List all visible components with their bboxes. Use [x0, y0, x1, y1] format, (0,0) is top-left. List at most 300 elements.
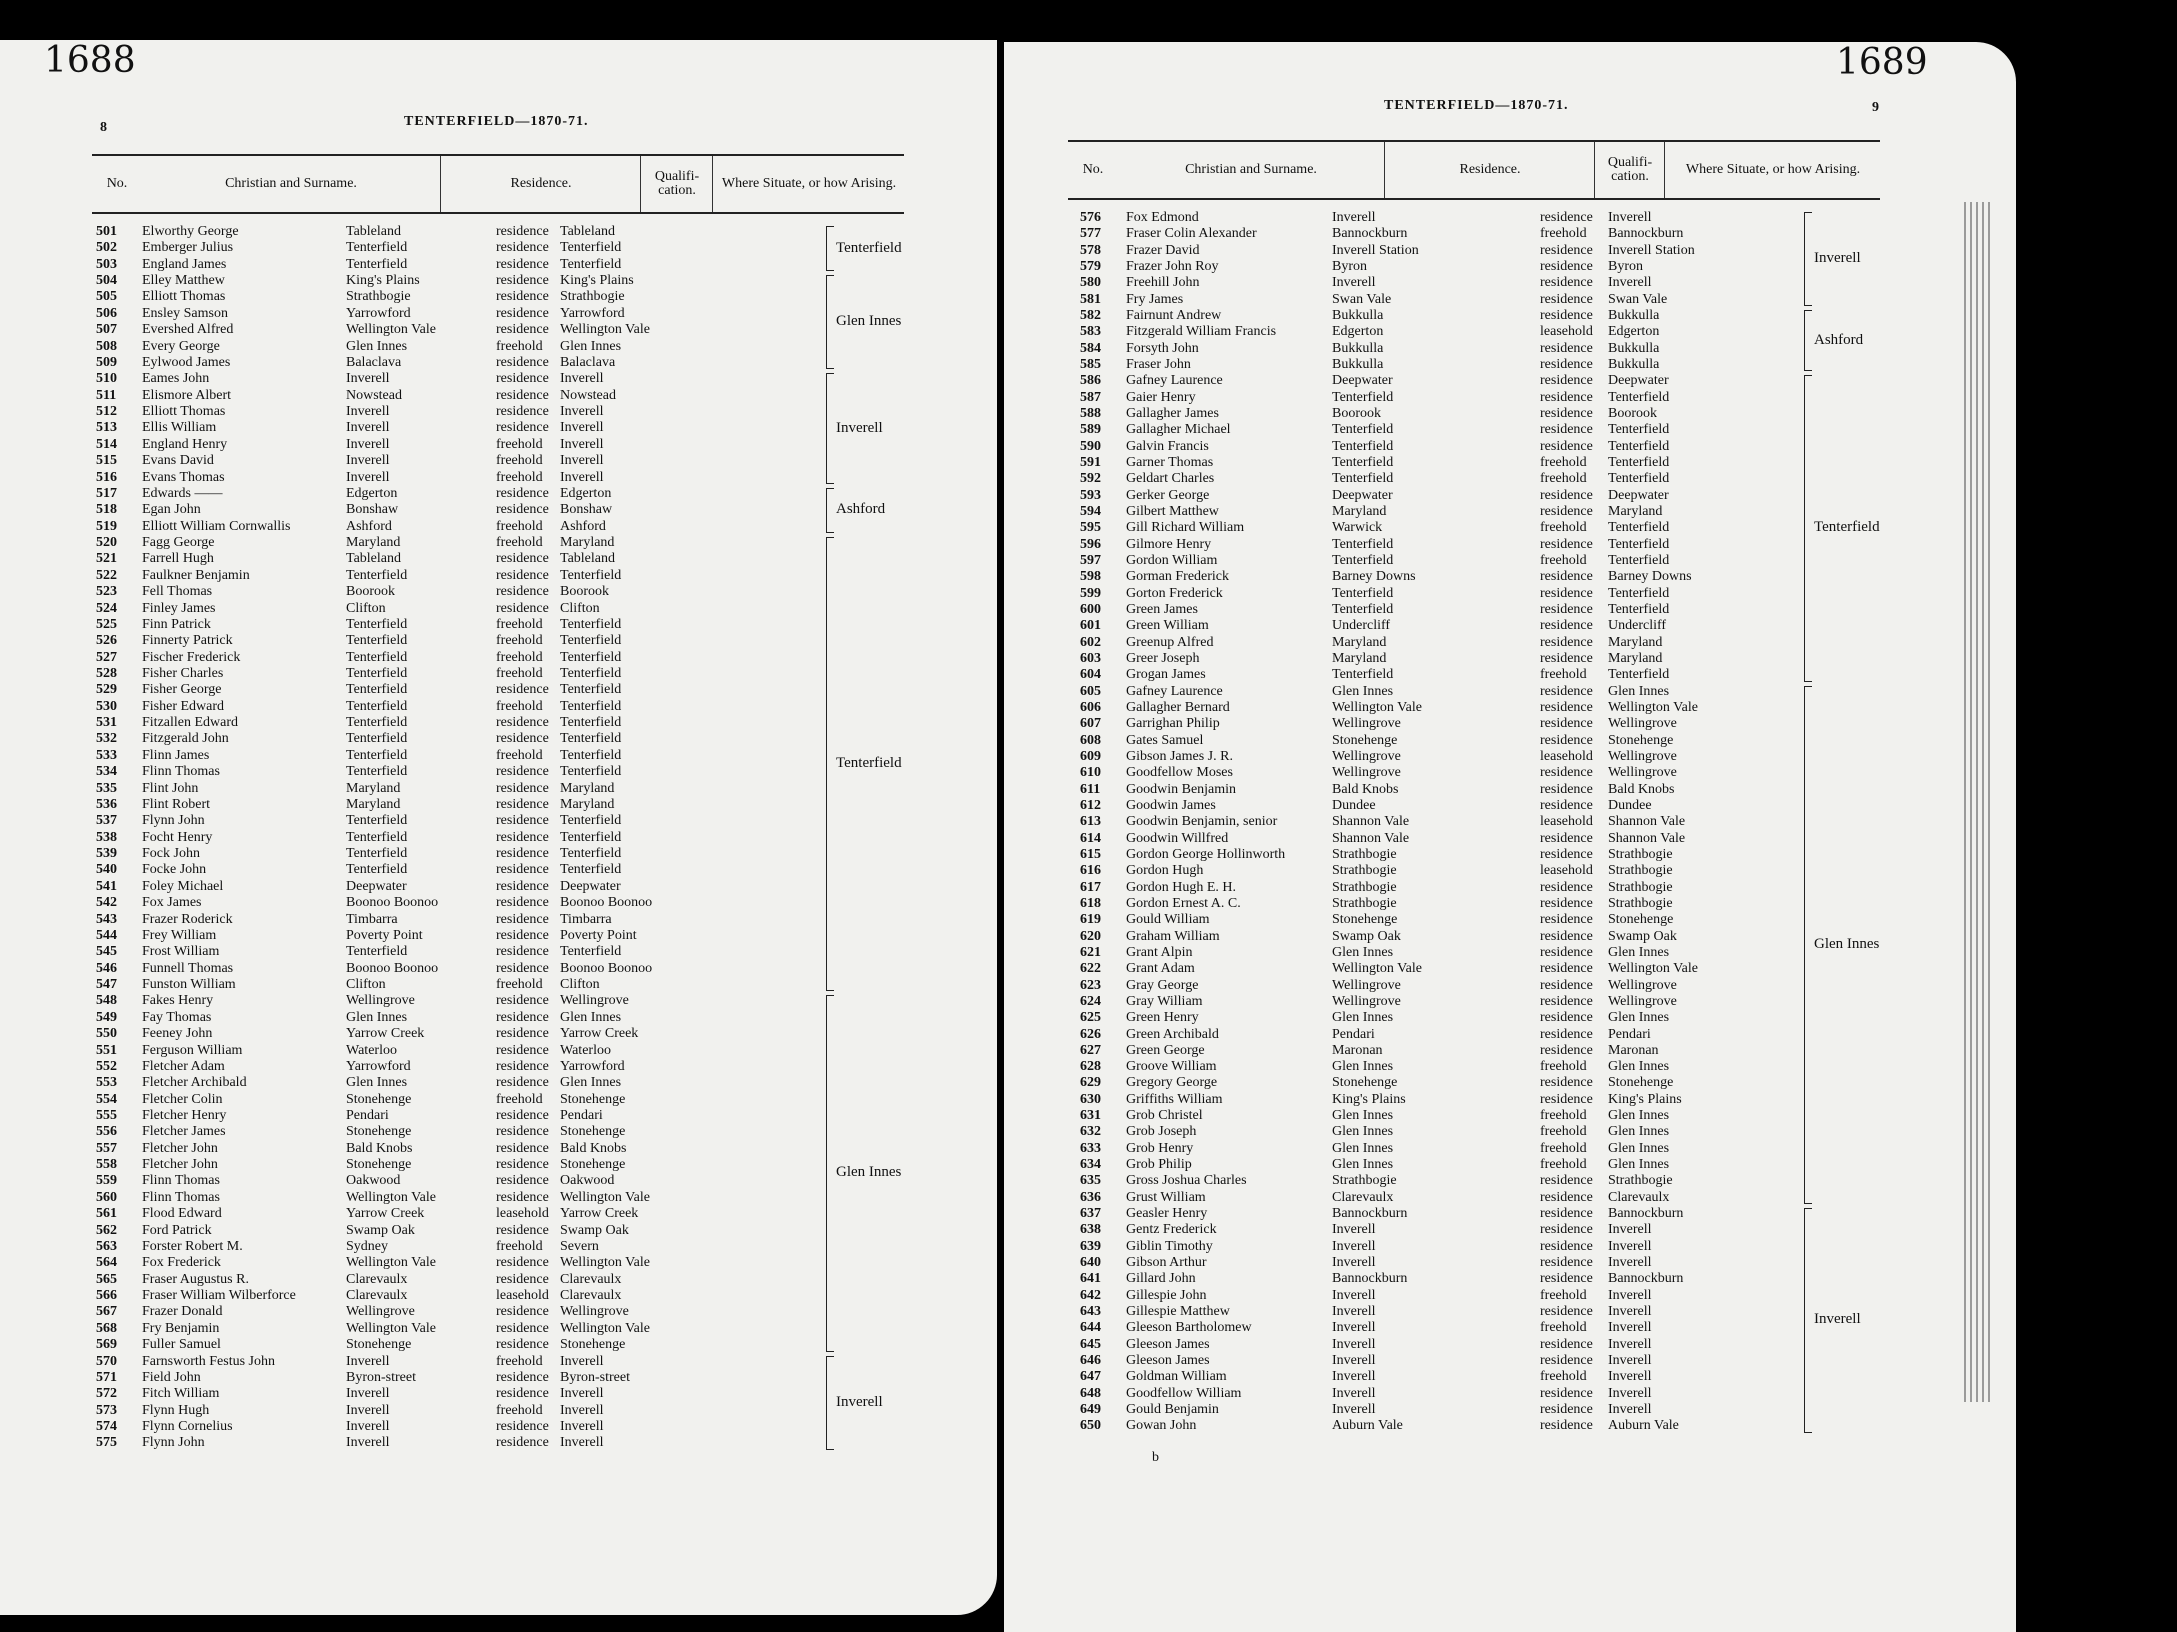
- cell-where: Glen Innes: [1608, 683, 1670, 699]
- cell-no: 616: [1080, 863, 1101, 879]
- cell-name: Flynn John: [142, 813, 205, 829]
- cell-name: Goodwin James: [1126, 797, 1216, 813]
- cell-where: Severn: [560, 1238, 599, 1254]
- cell-name: Fraser Colin Alexander: [1126, 226, 1257, 242]
- cell-no: 602: [1080, 634, 1101, 650]
- cell-qual: residence: [1540, 340, 1593, 356]
- cell-residence: Glen Innes: [1332, 1140, 1394, 1156]
- cell-name: Goodwin Benjamin, senior: [1126, 814, 1278, 830]
- cell-qual: freehold: [1540, 226, 1587, 242]
- cell-residence: Sydney: [346, 1238, 388, 1254]
- cell-name: Frazer Donald: [142, 1304, 223, 1320]
- table-row: [1080, 684, 1860, 700]
- bracket-line: [826, 226, 834, 271]
- cell-name: Goldman William: [1126, 1369, 1227, 1385]
- cell-where: Inverell: [560, 436, 604, 452]
- cell-where: Stonehenge: [1608, 912, 1674, 928]
- cell-qual: residence: [496, 371, 549, 387]
- cell-qual: leasehold: [1540, 863, 1593, 879]
- cell-name: Gibson Arthur: [1126, 1255, 1207, 1271]
- cell-where: Boonoo Boonoo: [560, 960, 653, 976]
- cell-qual: freehold: [496, 747, 543, 763]
- cell-qual: residence: [1540, 1271, 1593, 1287]
- cell-where: Poverty Point: [560, 927, 637, 943]
- cell-where: Clifton: [560, 977, 600, 993]
- right-page: [1004, 42, 2016, 1632]
- bracket-label: Glen Innes: [1814, 935, 1880, 952]
- cell-qual: residence: [496, 944, 549, 960]
- cell-qual: residence: [496, 1140, 549, 1156]
- cell-name: Fisher George: [142, 682, 222, 698]
- cell-name: Elworthy George: [142, 224, 239, 239]
- cell-where: Tenterfield: [560, 944, 622, 960]
- cell-qual: residence: [496, 1435, 549, 1451]
- cell-where: Inverell: [1608, 1320, 1652, 1336]
- bracket-label: Tenterfield: [836, 239, 902, 256]
- cell-where: Clifton: [560, 600, 600, 616]
- cell-residence: Inverell: [1332, 1353, 1376, 1369]
- cell-qual: residence: [1540, 291, 1593, 307]
- table-row: [1080, 275, 1860, 291]
- header-name: Christian and Surname.: [225, 176, 357, 191]
- cell-no: 640: [1080, 1255, 1101, 1271]
- cell-where: Deepwater: [1608, 373, 1669, 389]
- bracket-line: [826, 1356, 834, 1450]
- cell-where: Glen Innes: [1608, 1157, 1670, 1173]
- cell-no: 610: [1080, 765, 1101, 781]
- cell-qual: residence: [1540, 1353, 1593, 1369]
- cell-qual: residence: [1540, 797, 1593, 813]
- cell-qual: residence: [496, 256, 549, 272]
- cell-no: 553: [96, 1075, 117, 1091]
- cell-residence: Edgerton: [346, 485, 398, 501]
- cell-name: Geasler Henry: [1126, 1206, 1208, 1222]
- header-no: No.: [1082, 162, 1104, 177]
- cell-residence: Stonehenge: [346, 1124, 412, 1140]
- cell-where: Strathbogie: [1608, 846, 1673, 862]
- header-qualification: Qualifi- cation.: [640, 156, 713, 212]
- cell-residence: Inverell: [346, 1402, 390, 1418]
- table-row: [96, 895, 876, 911]
- cell-no: 603: [1080, 650, 1101, 666]
- cell-where: Bannockburn: [1608, 226, 1684, 242]
- cell-name: Gray William: [1126, 993, 1203, 1009]
- cell-where: Inverell: [560, 404, 604, 420]
- table-row: [96, 797, 876, 813]
- cell-residence: Tenterfield: [346, 616, 408, 632]
- cell-where: Maryland: [560, 535, 615, 551]
- cell-residence: Glen Innes: [1332, 1010, 1394, 1026]
- cell-no: 537: [96, 813, 117, 829]
- cell-residence: Tenterfield: [1332, 536, 1394, 552]
- cell-qual: leasehold: [1540, 324, 1593, 340]
- cell-residence: Tenterfield: [346, 240, 408, 256]
- cell-where: Tenterfield: [560, 240, 622, 256]
- cell-no: 581: [1080, 291, 1101, 307]
- cell-where: Strathbogie: [1608, 863, 1673, 879]
- cell-name: Fraser Augustus R.: [142, 1271, 249, 1287]
- cell-name: Gould Benjamin: [1126, 1402, 1219, 1418]
- cell-no: 574: [96, 1419, 117, 1434]
- cell-where: Glen Innes: [1608, 1108, 1670, 1124]
- cell-residence: Tenterfield: [346, 764, 408, 780]
- cell-no: 618: [1080, 895, 1101, 911]
- cell-where: Swamp Oak: [1608, 928, 1677, 944]
- cell-where: Clarevaulx: [560, 1271, 622, 1287]
- cell-name: Gafney Laurence: [1126, 683, 1223, 699]
- cell-name: Frazer John Roy: [1126, 258, 1219, 274]
- cell-where: Wellingrove: [1608, 977, 1677, 993]
- cell-no: 526: [96, 633, 117, 649]
- table-row: [1080, 929, 1860, 945]
- table-row: [96, 1239, 876, 1255]
- cell-qual: residence: [496, 404, 549, 420]
- cell-no: 592: [1080, 471, 1101, 487]
- cell-qual: residence: [1540, 1026, 1593, 1042]
- cell-no: 546: [96, 960, 117, 976]
- table-row: [1080, 1239, 1860, 1255]
- cell-where: Tenterfield: [560, 616, 622, 632]
- cell-where: Wellingrove: [1608, 748, 1677, 764]
- cell-no: 502: [96, 240, 117, 256]
- cell-qual: residence: [1540, 699, 1593, 715]
- cell-residence: Barney Downs: [1332, 569, 1416, 585]
- cell-name: Grant Adam: [1126, 961, 1195, 977]
- cell-no: 560: [96, 1189, 117, 1205]
- table-row: [96, 519, 876, 535]
- cell-residence: Wellingrove: [346, 993, 415, 1009]
- cell-where: Stonehenge: [560, 1157, 626, 1173]
- cell-qual: residence: [1540, 356, 1593, 372]
- cell-name: Gordon Hugh E. H.: [1126, 879, 1237, 895]
- cell-residence: Strathbogie: [1332, 846, 1397, 862]
- cell-qual: freehold: [496, 1402, 543, 1418]
- cell-residence: Tenterfield: [1332, 422, 1394, 438]
- cell-name: Gilbert Matthew: [1126, 503, 1219, 519]
- cell-name: Forsyth John: [1126, 340, 1199, 356]
- cell-no: 585: [1080, 356, 1101, 372]
- cell-qual: freehold: [496, 698, 543, 714]
- cell-residence: Yarrow Creek: [346, 1026, 425, 1042]
- cell-name: Gilmore Henry: [1126, 536, 1212, 552]
- cell-name: Green Archibald: [1126, 1026, 1219, 1042]
- cell-where: Strathbogie: [1608, 879, 1673, 895]
- table-row: [1080, 1206, 1860, 1222]
- cell-no: 566: [96, 1288, 117, 1304]
- cell-name: Fraser John: [1126, 356, 1191, 372]
- cell-residence: Maronan: [1332, 1042, 1383, 1058]
- cell-no: 522: [96, 567, 117, 583]
- cell-name: Goodwin Willfred: [1126, 830, 1229, 846]
- cell-qual: residence: [1540, 944, 1593, 960]
- table-row: [96, 1304, 876, 1320]
- cell-no: 568: [96, 1320, 117, 1336]
- signature-mark: b: [1152, 1450, 1159, 1465]
- cell-no: 577: [1080, 226, 1101, 242]
- table-row: [96, 650, 876, 666]
- table-row: [1080, 210, 1860, 226]
- cell-qual: residence: [1540, 1091, 1593, 1107]
- table-row: [96, 1075, 876, 1091]
- table-row: [1080, 569, 1860, 585]
- cell-name: Ferguson William: [142, 1042, 243, 1058]
- cell-name: Flinn Thomas: [142, 1189, 220, 1205]
- cell-residence: Tenterfield: [346, 944, 408, 960]
- cell-no: 586: [1080, 373, 1101, 389]
- cell-residence: Yarrow Creek: [346, 1206, 425, 1222]
- cell-qual: residence: [496, 584, 549, 600]
- table-row: [96, 1043, 876, 1059]
- cell-qual: residence: [496, 502, 549, 518]
- cell-no: 530: [96, 698, 117, 714]
- cell-residence: Strathbogie: [1332, 863, 1397, 879]
- cell-where: Boonoo Boonoo: [560, 895, 653, 911]
- cell-qual: freehold: [1540, 1287, 1587, 1303]
- cell-qual: residence: [496, 1189, 549, 1205]
- cell-no: 613: [1080, 814, 1101, 830]
- cell-name: Elliott Thomas: [142, 289, 226, 305]
- bracket-line: [1804, 686, 1812, 1205]
- cell-where: Ashford: [560, 518, 606, 534]
- cell-qual: residence: [496, 1026, 549, 1042]
- cell-qual: residence: [496, 1075, 549, 1091]
- cell-where: Inverell: [1608, 1222, 1652, 1238]
- folio-number: 1688: [44, 40, 136, 81]
- table-row: [96, 502, 876, 518]
- district-bracket: [826, 275, 936, 369]
- cell-no: 510: [96, 371, 117, 387]
- bracket-line: [826, 373, 834, 484]
- cell-name: Ellis William: [142, 420, 217, 436]
- cell-name: Evershed Alfred: [142, 322, 234, 338]
- cell-residence: Tenterfield: [1332, 601, 1394, 617]
- bracket-label: Inverell: [836, 1393, 883, 1410]
- table-row: [1080, 520, 1860, 536]
- cell-where: Inverell: [560, 420, 604, 436]
- cell-name: Frost William: [142, 944, 220, 960]
- table-row: [1080, 994, 1860, 1010]
- cell-no: 529: [96, 682, 117, 698]
- cell-where: Tenterfield: [1608, 520, 1670, 536]
- cell-no: 515: [96, 453, 117, 469]
- cell-where: Tenterfield: [1608, 454, 1670, 470]
- cell-qual: residence: [496, 1419, 549, 1434]
- table-row: [1080, 553, 1860, 569]
- table-row: [1080, 1222, 1860, 1238]
- cell-name: Gaier Henry: [1126, 389, 1196, 405]
- cell-no: 600: [1080, 601, 1101, 617]
- cell-qual: residence: [1540, 961, 1593, 977]
- cell-name: Finnerty Patrick: [142, 633, 233, 649]
- cell-name: Gordon William: [1126, 552, 1218, 568]
- cell-name: Focke John: [142, 862, 207, 878]
- cell-residence: Maryland: [1332, 634, 1387, 650]
- cell-no: 534: [96, 764, 117, 780]
- table-row: [1080, 226, 1860, 242]
- cell-no: 521: [96, 551, 117, 567]
- cell-residence: Tenterfield: [346, 813, 408, 829]
- cell-where: Bannockburn: [1608, 1271, 1684, 1287]
- cell-no: 642: [1080, 1287, 1101, 1303]
- cell-where: Bannockburn: [1608, 1206, 1684, 1222]
- cell-name: Galvin Francis: [1126, 438, 1209, 454]
- table-row: [96, 486, 876, 502]
- cell-where: Bald Knobs: [560, 1140, 627, 1156]
- cell-residence: Bald Knobs: [346, 1140, 413, 1156]
- cell-qual: residence: [1540, 210, 1593, 225]
- cell-qual: residence: [1540, 912, 1593, 928]
- cell-where: Edgerton: [1608, 324, 1660, 340]
- cell-where: Wellington Vale: [1608, 961, 1698, 977]
- table-row: [1080, 1255, 1860, 1271]
- cell-where: Yarrow Creek: [560, 1026, 639, 1042]
- cell-no: 532: [96, 731, 117, 747]
- cell-qual: residence: [1540, 716, 1593, 732]
- cell-qual: residence: [496, 911, 549, 927]
- cell-name: Feeney John: [142, 1026, 213, 1042]
- bracket-label: Ashford: [836, 501, 886, 518]
- cell-where: Tenterfield: [560, 256, 622, 272]
- cell-no: 562: [96, 1222, 117, 1238]
- cell-qual: residence: [496, 715, 549, 731]
- cell-qual: residence: [1540, 879, 1593, 895]
- cell-residence: Bannockburn: [1332, 226, 1408, 242]
- cell-no: 533: [96, 747, 117, 763]
- cell-no: 518: [96, 502, 117, 518]
- cell-qual: residence: [496, 682, 549, 698]
- cell-name: Evans Thomas: [142, 469, 225, 485]
- cell-residence: Inverell: [1332, 275, 1376, 291]
- cell-name: Garner Thomas: [1126, 454, 1214, 470]
- cell-residence: Poverty Point: [346, 927, 423, 943]
- cell-no: 633: [1080, 1140, 1101, 1156]
- cell-name: Garrighan Philip: [1126, 716, 1220, 732]
- cell-name: Fitzallen Edward: [142, 715, 239, 731]
- cell-qual: leasehold: [1540, 814, 1593, 830]
- cell-where: Yarrow Creek: [560, 1206, 639, 1222]
- cell-qual: residence: [1540, 732, 1593, 748]
- cell-residence: Pendari: [346, 1107, 389, 1123]
- cell-where: Shannon Vale: [1608, 830, 1686, 846]
- table-row: [96, 470, 876, 486]
- cell-no: 523: [96, 584, 117, 600]
- cell-residence: Inverell: [346, 1419, 390, 1434]
- cell-where: Inverell: [1608, 1369, 1652, 1385]
- table-row: [1080, 945, 1860, 961]
- header-where: Where Situate, or how Arising.: [1664, 142, 1881, 198]
- page-number: 8: [100, 120, 107, 135]
- cell-no: 564: [96, 1255, 117, 1271]
- table-row: [1080, 667, 1860, 683]
- cell-name: Grant Alpin: [1126, 944, 1193, 960]
- cell-name: Eylwood James: [142, 354, 231, 370]
- cell-name: Gorton Frederick: [1126, 585, 1223, 601]
- cell-name: Fitzgerald John: [142, 731, 229, 747]
- cell-residence: Byron-street: [346, 1369, 416, 1385]
- cell-qual: residence: [496, 927, 549, 943]
- cell-no: 512: [96, 404, 117, 420]
- cell-qual: residence: [1540, 993, 1593, 1009]
- cell-qual: residence: [1540, 307, 1593, 323]
- cell-no: 631: [1080, 1108, 1101, 1124]
- cell-where: Wellingrove: [1608, 716, 1677, 732]
- cell-no: 646: [1080, 1353, 1101, 1369]
- cell-where: Glen Innes: [1608, 1124, 1670, 1140]
- cell-no: 551: [96, 1042, 117, 1058]
- cell-residence: Swamp Oak: [1332, 928, 1401, 944]
- cell-where: Glen Innes: [1608, 1010, 1670, 1026]
- cell-residence: Wellingrove: [1332, 977, 1401, 993]
- cell-qual: residence: [496, 1320, 549, 1336]
- table-row: [1080, 471, 1860, 487]
- cell-name: Frey William: [142, 927, 217, 943]
- cell-residence: Inverell: [346, 1353, 390, 1369]
- cell-name: Foley Michael: [142, 878, 224, 894]
- left-page: [0, 40, 997, 1615]
- cell-residence: Shannon Vale: [1332, 814, 1410, 830]
- cell-where: Tenterfield: [560, 747, 622, 763]
- cell-residence: Shannon Vale: [1332, 830, 1410, 846]
- cell-residence: Tenterfield: [1332, 438, 1394, 454]
- cell-residence: Tenterfield: [1332, 454, 1394, 470]
- cell-no: 587: [1080, 389, 1101, 405]
- cell-where: Tenterfield: [1608, 389, 1670, 405]
- cell-where: King's Plains: [1608, 1091, 1682, 1107]
- cell-name: Gowan John: [1126, 1418, 1197, 1434]
- cell-residence: Inverell: [346, 469, 390, 485]
- table-row: [1080, 912, 1860, 928]
- cell-qual: freehold: [496, 469, 543, 485]
- bracket-label: Tenterfield: [1814, 519, 1880, 536]
- cell-residence: Byron: [1332, 258, 1367, 274]
- table-row: [96, 846, 876, 862]
- cell-no: 604: [1080, 667, 1101, 683]
- table-row: [1080, 961, 1860, 977]
- cell-no: 623: [1080, 977, 1101, 993]
- cell-qual: residence: [496, 1009, 549, 1025]
- cell-where: Edgerton: [560, 485, 612, 501]
- cell-name: Gill Richard William: [1126, 520, 1245, 536]
- cell-residence: Timbarra: [346, 911, 398, 927]
- cell-residence: Wellington Vale: [346, 1255, 436, 1271]
- cell-qual: residence: [1540, 928, 1593, 944]
- cell-residence: Maryland: [1332, 650, 1387, 666]
- cell-where: Tenterfield: [1608, 601, 1670, 617]
- cell-no: 647: [1080, 1369, 1101, 1385]
- district-bracket: [826, 226, 936, 271]
- cell-name: Fry Benjamin: [142, 1320, 220, 1336]
- cell-no: 536: [96, 796, 117, 812]
- cell-qual: residence: [1540, 1238, 1593, 1254]
- cell-residence: Edgerton: [1332, 324, 1384, 340]
- table-row: [1080, 1141, 1860, 1157]
- cell-no: 608: [1080, 732, 1101, 748]
- table-row: [1080, 1108, 1860, 1124]
- cell-qual: freehold: [1540, 1157, 1587, 1173]
- cell-qual: residence: [496, 1255, 549, 1271]
- cell-name: Grogan James: [1126, 667, 1206, 683]
- cell-qual: residence: [1540, 1385, 1593, 1401]
- cell-where: King's Plains: [560, 273, 634, 289]
- cell-residence: Bannockburn: [1332, 1206, 1408, 1222]
- cell-residence: Boonoo Boonoo: [346, 895, 439, 911]
- table-row: [96, 830, 876, 846]
- cell-name: Emberger Julius: [142, 240, 234, 256]
- cell-no: 552: [96, 1058, 117, 1074]
- cell-no: 517: [96, 485, 117, 501]
- district-bracket: [826, 373, 936, 484]
- cell-name: Gorman Frederick: [1126, 569, 1230, 585]
